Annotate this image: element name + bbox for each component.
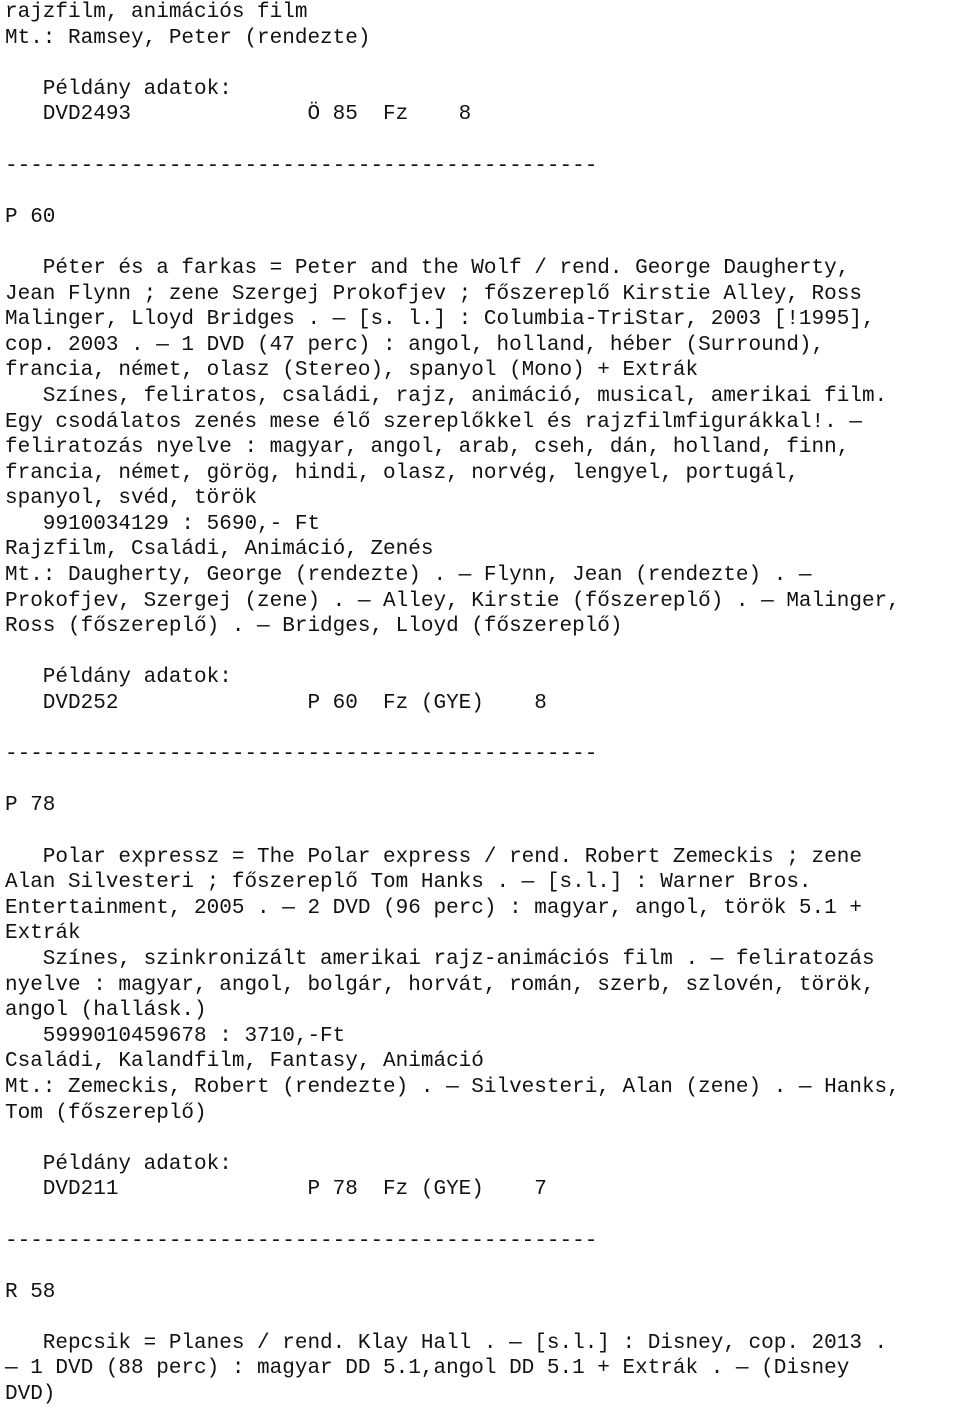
blank-line <box>5 640 960 666</box>
blank-line <box>5 768 960 794</box>
copy-data-heading: Példány adatok: <box>5 666 232 690</box>
text-line: — 1 DVD (88 perc) : magyar DD 5.1,angol DD 5.1 + Extrák . — (Disney <box>5 1357 850 1381</box>
text-line: Entertainment, 2005 . — 2 DVD (96 perc) : magyar, angol, török 5.1 + <box>5 896 862 920</box>
text-line: Színes, feliratos, családi, rajz, animáció, musical, amerikai film. <box>5 384 888 408</box>
blank-line <box>5 819 960 845</box>
shelf-mark: P 60 <box>5 205 56 229</box>
text-line: Ross (főszereplő) . — Bridges, Lloyd (főszereplő) <box>5 615 623 639</box>
text-line: Egy csodálatos zenés mese élő szereplőkkel és rajzfilmfigurákkal!. — <box>5 410 862 434</box>
blank-line <box>5 1305 960 1331</box>
text-line: francia, német, görög, hindi, olasz, norvég, lengyel, portugál, <box>5 461 799 485</box>
text-line: Tom (főszereplő) <box>5 1101 207 1125</box>
text-line: nyelve : magyar, angol, bolgár, horvát, román, szerb, szlovén, török, <box>5 973 875 997</box>
text-line: Mt.: Zemeckis, Robert (rendezte) . — Silvesteri, Alan (zene) . — Hanks, <box>5 1075 900 1099</box>
text-line: francia, német, olasz (Stereo), spanyol (Mono) + Extrák <box>5 359 699 383</box>
copy-data-row: DVD252 P 60 Fz (GYE) 8 <box>5 692 547 716</box>
shelf-mark: P 78 <box>5 794 56 818</box>
text-line: cop. 2003 . — 1 DVD (47 perc) : angol, holland, héber (Surround), <box>5 333 825 357</box>
copy-data-row: DVD211 P 78 Fz (GYE) 7 <box>5 1178 547 1202</box>
text-line: Rajzfilm, Családi, Animáció, Zenés <box>5 538 434 562</box>
text-line: feliratozás nyelve : magyar, angol, arab, cseh, dán, holland, finn, <box>5 436 850 460</box>
text-line: Jean Flynn ; zene Szergej Prokofjev ; főszereplő Kirstie Alley, Ross <box>5 282 862 306</box>
text-line: spanyol, svéd, török <box>5 487 258 511</box>
copy-data-heading: Példány adatok: <box>5 1152 232 1176</box>
text-line: Alan Silvesteri ; főszereplő Tom Hanks . — [s.l.] : Warner Bros. <box>5 871 812 895</box>
blank-line <box>5 1126 960 1152</box>
text-line: Színes, szinkronizált amerikai rajz-animációs film . — feliratozás <box>5 947 875 971</box>
blank-line <box>5 51 960 77</box>
text-line: angol (hallásk.) <box>5 999 207 1023</box>
text-line: DVD) <box>5 1383 56 1407</box>
catalog-document <box>5 0 960 1408</box>
text-line: Családi, Kalandfilm, Fantasy, Animáció <box>5 1050 484 1074</box>
copy-data-row: DVD2493 Ö 85 Fz 8 <box>5 103 472 127</box>
text-line: Prokofjev, Szergej (zene) . — Alley, Kirstie (főszereplő) . — Malinger, <box>5 589 900 613</box>
blank-line <box>5 128 960 154</box>
text-line: Mt.: Ramsey, Peter (rendezte) <box>5 26 371 50</box>
blank-line <box>5 1254 960 1280</box>
copy-data-heading: Példány adatok: <box>5 77 232 101</box>
text-line: Polar expressz = The Polar express / rend. Robert Zemeckis ; zene <box>5 845 862 869</box>
blank-line <box>5 230 960 256</box>
blank-line <box>5 717 960 743</box>
text-line: 5999010459678 : 3710,-Ft <box>5 1024 346 1048</box>
shelf-mark: R 58 <box>5 1280 56 1304</box>
text-line: Péter és a farkas = Peter and the Wolf / rend. George Daugherty, <box>5 256 850 280</box>
record-separator: ----------------------------------------------- <box>5 1229 598 1253</box>
text-line: Extrák <box>5 922 81 946</box>
blank-line <box>5 179 960 205</box>
text-line: Mt.: Daugherty, George (rendezte) . — Flynn, Jean (rendezte) . — <box>5 564 812 588</box>
text-line: rajzfilm, animációs film <box>5 1 308 24</box>
blank-line <box>5 1203 960 1229</box>
text-line: Repcsik = Planes / rend. Klay Hall . — [s.l.] : Disney, cop. 2013 . <box>5 1331 888 1355</box>
record-separator: ----------------------------------------------- <box>5 154 598 178</box>
text-line: 9910034129 : 5690,- Ft <box>5 512 321 536</box>
text-line: Malinger, Lloyd Bridges . — [s. l.] : Columbia-TriStar, 2003 [!1995], <box>5 308 875 332</box>
record-separator: ----------------------------------------------- <box>5 743 598 767</box>
